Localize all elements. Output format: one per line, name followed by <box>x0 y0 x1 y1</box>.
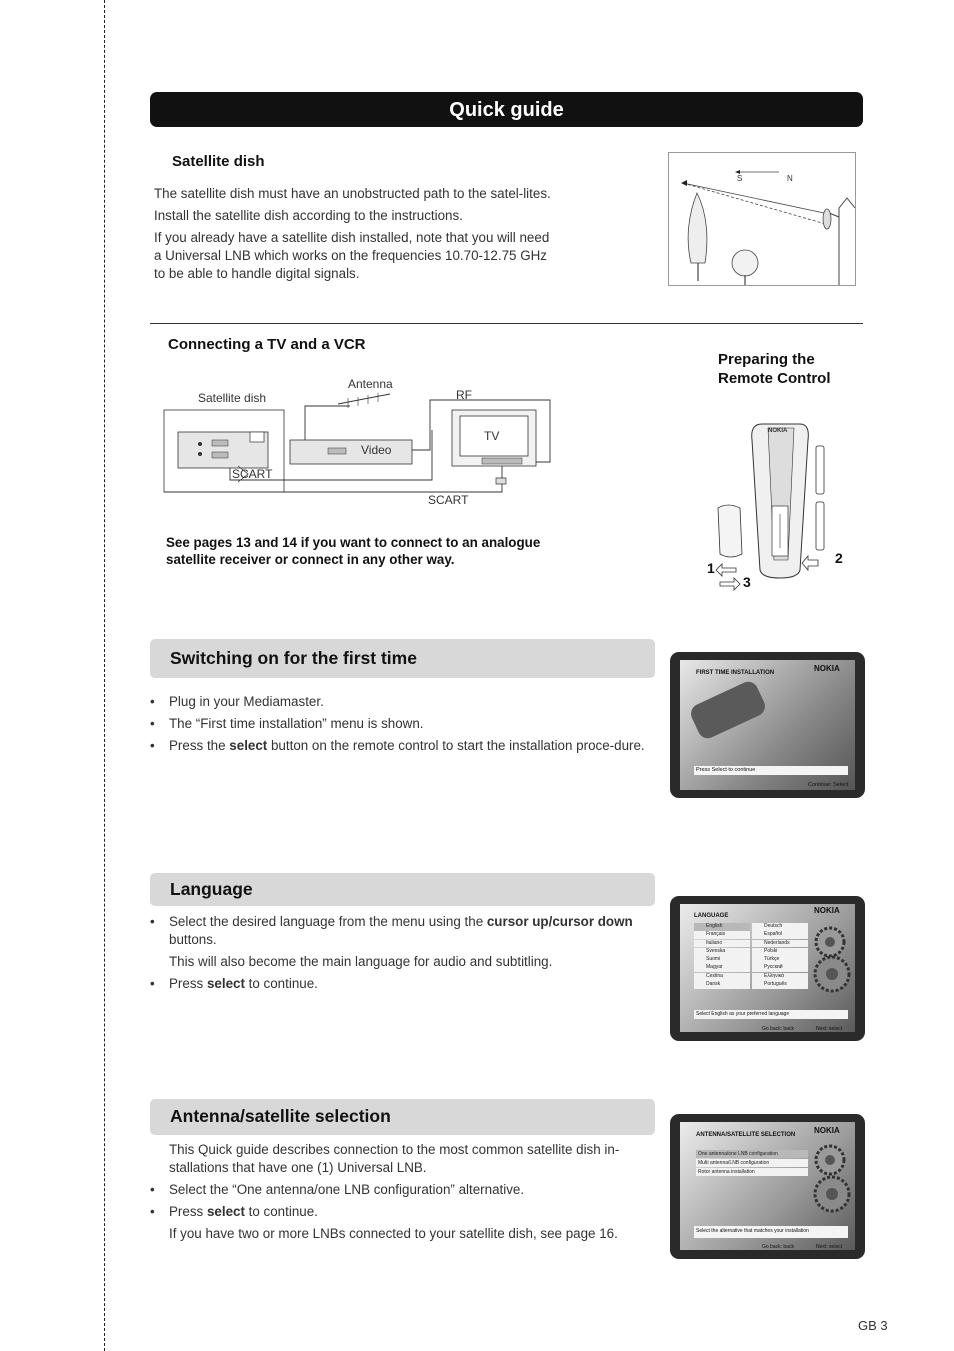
satellite-dish-para-3: If you already have a satellite dish installed, note that you will need a Universal LNB which works on the frequencies 10.70-12.75 GHz to be able to handle digital signals. <box>154 230 550 281</box>
connecting-note: See pages 13 and 14 if you want to connect to an analogue satellite receiver or connect in any other way. <box>166 535 541 567</box>
antenna-item-1: • Select the “One antenna/one LNB configuration” alternative. <box>150 1181 660 1199</box>
satellite-dish-para-1: The satellite dish must have an unobstructed path to the satel-lites. <box>154 186 551 201</box>
satellite-dish-heading: Satellite dish <box>172 153 265 170</box>
language-list <box>150 913 658 997</box>
language-item-1-note: This will also become the main language for audio and subtitling. <box>169 954 553 969</box>
language-screen-brand: NOKIA <box>814 906 840 915</box>
gear-icon <box>808 924 854 994</box>
figure-label-s: S <box>737 174 743 183</box>
diagram-label-scart-bottom: SCART <box>428 493 469 507</box>
antenna-list <box>150 1181 660 1243</box>
antenna-screen <box>670 1114 865 1259</box>
language-option[interactable]: English <box>694 923 750 931</box>
diagram-label-rf: RF <box>456 388 472 402</box>
switching-on-heading: Switching on for the first time <box>150 639 655 678</box>
language-option[interactable]: Magyar <box>694 964 750 972</box>
language-option[interactable]: Svenska <box>694 948 750 956</box>
satellite-dish-figure <box>668 152 856 286</box>
first-install-screen <box>670 652 865 798</box>
language-option[interactable]: Suomi <box>694 956 750 964</box>
cut-line <box>104 0 105 1351</box>
dish-sightline-illustration <box>669 153 855 285</box>
language-screen <box>670 896 865 1041</box>
language-item-1-bold-2: cursor down <box>552 914 633 929</box>
switching-on-list <box>150 693 658 759</box>
antenna-heading: Antenna/satellite selection <box>150 1099 655 1135</box>
first-install-prompt: Press Select to continue <box>696 767 756 773</box>
language-item-1-slash: / <box>548 914 553 929</box>
page-number: GB 3 <box>858 1318 888 1333</box>
language-option[interactable]: Ελληνικά <box>752 973 808 981</box>
language-item-2 <box>150 975 658 993</box>
remote-illustration <box>700 420 860 600</box>
language-item-1-post: buttons. <box>169 932 217 947</box>
diagram-label-satellite-dish: Satellite dish <box>198 391 267 405</box>
antenna-screen-title: ANTENNA/SATELLITE SELECTION <box>696 1132 796 1138</box>
gear-icon <box>808 1144 854 1214</box>
antenna-screen-brand: NOKIA <box>814 1126 840 1135</box>
language-option[interactable]: Nederlands <box>752 940 808 948</box>
diagram-label-scart-left: SCART <box>232 467 273 481</box>
switching-on-item-1: • Plug in your Mediamaster. <box>150 693 658 711</box>
section-divider <box>150 323 863 324</box>
language-option[interactable]: Dansk <box>694 981 750 989</box>
language-item-2-pre: Press <box>169 976 207 991</box>
antenna-body <box>150 1141 660 1247</box>
language-item-2-post: to continue. <box>244 976 318 991</box>
antenna-options <box>696 1150 808 1177</box>
language-option[interactable]: Türkçe <box>752 956 808 964</box>
remote-figure <box>700 420 860 600</box>
antenna-screen-prompt: Select the alternative that matches your installation <box>696 1228 809 1234</box>
page-title: Quick guide <box>150 92 863 127</box>
language-item-1-bold-1: cursor up <box>486 914 549 929</box>
language-option[interactable]: Português <box>752 981 808 989</box>
antenna-screen-footer-left: Go back: back <box>762 1244 794 1250</box>
antenna-option[interactable]: Rotor antenna installation <box>696 1168 808 1176</box>
antenna-item-2-bold: select <box>206 1204 245 1219</box>
first-install-footer: Continue: Select <box>808 782 849 788</box>
remote-heading: Preparing the Remote Control <box>718 351 831 387</box>
language-item-2-bold: select <box>206 976 245 991</box>
remote-step-2: 2 <box>835 550 843 566</box>
antenna-option[interactable]: One antenna/one LNB configuration <box>696 1150 808 1158</box>
figure-label-n: N <box>787 174 793 183</box>
language-option[interactable]: Español <box>752 931 808 939</box>
antenna-intro: This Quick guide describes connection to the most common satellite dish in-stallations that have one (1) Universal LNB. <box>169 1142 620 1175</box>
language-option[interactable]: Polski <box>752 948 808 956</box>
language-col-1 <box>694 923 750 989</box>
language-heading: Language <box>150 873 655 906</box>
language-item-1-pre: Select the desired language from the menu using the <box>169 914 487 929</box>
language-screen-footer-left: Go back: back <box>762 1026 794 1032</box>
switching-on-item-2: • The “First time installation” menu is shown. <box>150 715 658 733</box>
diagram-label-video: Video <box>361 443 392 457</box>
diagram-label-tv: TV <box>484 429 500 443</box>
antenna-option[interactable]: Multi antenna/LNB configuration <box>696 1159 808 1167</box>
antenna-screen-footer-right: Next: select <box>816 1244 843 1250</box>
connecting-heading: Connecting a TV and a VCR <box>168 336 366 353</box>
language-screen-prompt: Select English as your preferred language <box>696 1011 790 1017</box>
language-option[interactable]: Русский <box>752 964 808 972</box>
antenna-item-2 <box>150 1203 660 1221</box>
language-screen-footer-right: Next: select <box>816 1026 843 1032</box>
language-col-2 <box>752 923 808 989</box>
switching-on-item-3-post: button on the remote control to start the installation proce-dure. <box>267 738 645 753</box>
remote-brand-text: NOKIA <box>768 428 788 434</box>
language-screen-title: LANGUAGE <box>694 913 729 919</box>
language-item-1 <box>150 913 658 949</box>
remote-step-1: 1 <box>707 560 715 576</box>
switching-on-item-3-pre: Press the <box>169 738 230 753</box>
satellite-dish-text <box>154 185 559 283</box>
switching-on-item-3 <box>150 737 658 755</box>
satellite-dish-para-2: Install the satellite dish according to the instructions. <box>154 208 463 223</box>
language-option[interactable]: Cestina <box>694 973 750 981</box>
remote-step-3: 3 <box>743 574 751 590</box>
diagram-label-antenna: Antenna <box>348 377 393 391</box>
language-option[interactable]: Français <box>694 931 750 939</box>
connection-diagram <box>160 370 560 515</box>
first-install-brand: NOKIA <box>814 664 840 673</box>
language-option[interactable]: Deutsch <box>752 923 808 931</box>
antenna-item-2-post: to continue. <box>244 1204 318 1219</box>
language-option[interactable]: Italiano <box>694 940 750 948</box>
antenna-item-2-pre: Press <box>169 1204 207 1219</box>
antenna-item-2-note: If you have two or more LNBs connected to your satellite dish, see page 16. <box>169 1226 618 1241</box>
switching-on-item-3-bold: select <box>229 738 268 753</box>
first-install-title: FIRST TIME INSTALLATION <box>696 670 775 676</box>
